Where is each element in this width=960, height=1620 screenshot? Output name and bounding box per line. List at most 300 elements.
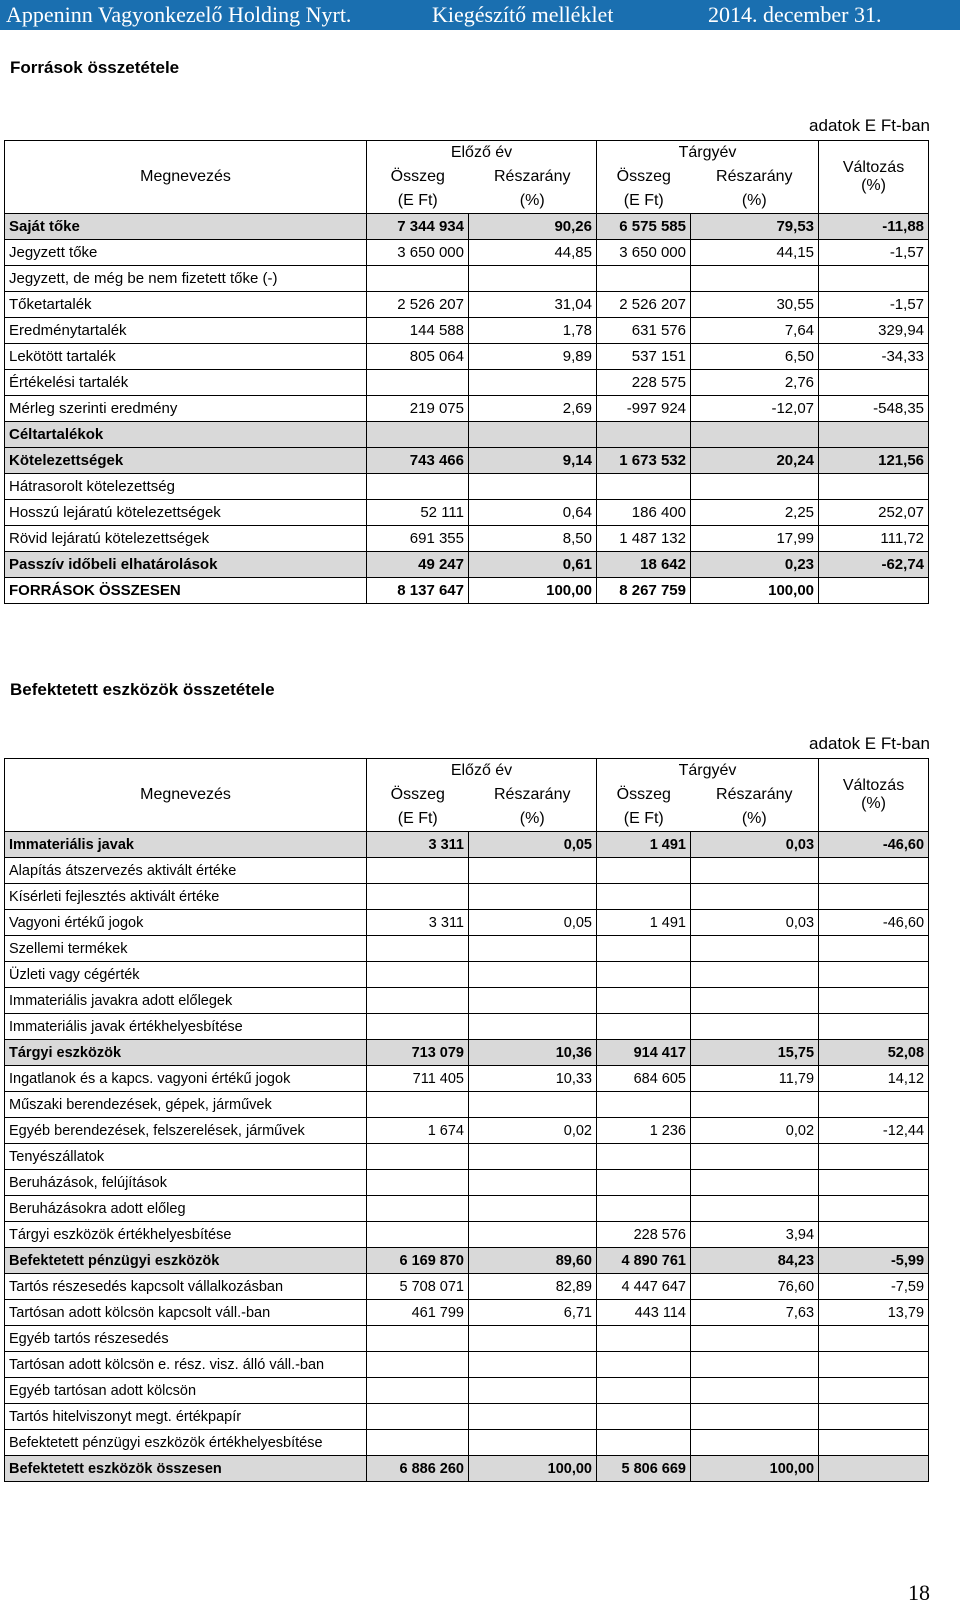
change-cell: -1,57 xyxy=(819,240,929,266)
prev-share-cell: 6,71 xyxy=(469,1300,597,1326)
prev-sum-cell xyxy=(367,266,469,292)
curr-share-cell xyxy=(691,936,819,962)
row-label: Tartós hitelviszonyt megt. értékpapír xyxy=(5,1404,367,1430)
curr-share-cell: 2,76 xyxy=(691,370,819,396)
prev-share-cell: 0,02 xyxy=(469,1118,597,1144)
row-label: Eredménytartalék xyxy=(5,318,367,344)
change-cell: -46,60 xyxy=(819,832,929,858)
prev-sum-cell: 8 137 647 xyxy=(367,578,469,604)
curr-sum-cell xyxy=(597,988,691,1014)
change-cell: 329,94 xyxy=(819,318,929,344)
table-row xyxy=(5,1066,929,1092)
curr-share-cell: 100,00 xyxy=(691,1456,819,1482)
table-row xyxy=(5,578,929,604)
prev-share-cell xyxy=(469,1326,597,1352)
prev-sum-header: Összeg xyxy=(367,783,469,807)
curr-sum-cell: 1 673 532 xyxy=(597,448,691,474)
curr-sum-cell xyxy=(597,884,691,910)
curr-share-cell: 100,00 xyxy=(691,578,819,604)
curr-sum-cell: 537 151 xyxy=(597,344,691,370)
row-label: Saját tőke xyxy=(5,214,367,240)
row-label: Lekötött tartalék xyxy=(5,344,367,370)
row-label: Mérleg szerinti eredmény xyxy=(5,396,367,422)
prev-sum-cell: 711 405 xyxy=(367,1066,469,1092)
prev-sum-cell: 461 799 xyxy=(367,1300,469,1326)
prev-sum-cell: 6 886 260 xyxy=(367,1456,469,1482)
prev-share-cell xyxy=(469,370,597,396)
prev-share-cell: 89,60 xyxy=(469,1248,597,1274)
prev-sum-cell xyxy=(367,1430,469,1456)
prev-sum-unit: (E Ft) xyxy=(367,807,469,832)
curr-sum-cell: -997 924 xyxy=(597,396,691,422)
row-label: Rövid lejáratú kötelezettségek xyxy=(5,526,367,552)
prev-share-cell xyxy=(469,1170,597,1196)
curr-sum-header: Összeg xyxy=(597,165,691,189)
sources-title: Források összetétele xyxy=(10,58,180,77)
curr-sum-cell: 186 400 xyxy=(597,500,691,526)
change-cell xyxy=(819,1170,929,1196)
assets-title: Befektetett eszközök összetétele xyxy=(10,680,275,699)
row-label: Értékelési tartalék xyxy=(5,370,367,396)
curr-share-cell xyxy=(691,422,819,448)
table-row xyxy=(5,1118,929,1144)
curr-share-cell: 76,60 xyxy=(691,1274,819,1300)
prev-sum-header: Összeg xyxy=(367,165,469,189)
table-row xyxy=(5,1404,929,1430)
curr-sum-cell xyxy=(597,1404,691,1430)
change-cell: 14,12 xyxy=(819,1066,929,1092)
curr-sum-unit: (E Ft) xyxy=(597,189,691,214)
curr-share-cell xyxy=(691,1014,819,1040)
curr-sum-cell: 2 526 207 xyxy=(597,292,691,318)
prev-share-cell xyxy=(469,1196,597,1222)
change-cell xyxy=(819,988,929,1014)
curr-sum-cell: 1 491 xyxy=(597,832,691,858)
curr-share-cell xyxy=(691,962,819,988)
row-label: Hosszú lejáratú kötelezettségek xyxy=(5,500,367,526)
prev-share-cell xyxy=(469,858,597,884)
col-name-header: Megnevezés xyxy=(5,759,367,832)
curr-share-cell xyxy=(691,1430,819,1456)
prev-sum-cell xyxy=(367,1404,469,1430)
prev-share-cell: 0,61 xyxy=(469,552,597,578)
curr-sum-cell xyxy=(597,1430,691,1456)
curr-sum-cell: 5 806 669 xyxy=(597,1456,691,1482)
header-row xyxy=(5,759,929,784)
curr-sum-cell: 8 267 759 xyxy=(597,578,691,604)
table-row xyxy=(5,292,929,318)
prev-sum-cell xyxy=(367,370,469,396)
change-cell: 13,79 xyxy=(819,1300,929,1326)
prev-share-cell: 90,26 xyxy=(469,214,597,240)
table-row xyxy=(5,214,929,240)
row-label: Kísérleti fejlesztés aktivált értéke xyxy=(5,884,367,910)
prev-sum-cell: 219 075 xyxy=(367,396,469,422)
curr-share-cell: 30,55 xyxy=(691,292,819,318)
assets-units: adatok E Ft-ban xyxy=(809,734,930,753)
curr-sum-cell xyxy=(597,1092,691,1118)
change-cell xyxy=(819,1378,929,1404)
change-cell xyxy=(819,1014,929,1040)
table-row xyxy=(5,370,929,396)
curr-share-cell xyxy=(691,266,819,292)
table-row xyxy=(5,1456,929,1482)
table-row xyxy=(5,1430,929,1456)
prev-share-cell: 8,50 xyxy=(469,526,597,552)
table-row xyxy=(5,240,929,266)
table-row xyxy=(5,1248,929,1274)
prev-sum-cell xyxy=(367,1222,469,1248)
table-row xyxy=(5,1170,929,1196)
company-name: Appeninn Vagyonkezelő Holding Nyrt. xyxy=(6,2,352,27)
curr-share-cell xyxy=(691,858,819,884)
change-cell xyxy=(819,578,929,604)
row-label: Tartósan adott kölcsön kapcsolt váll.-ban xyxy=(5,1300,367,1326)
curr-sum-cell xyxy=(597,1326,691,1352)
row-label: Kötelezettségek xyxy=(5,448,367,474)
curr-sum-unit: (E Ft) xyxy=(597,807,691,832)
prev-sum-cell xyxy=(367,962,469,988)
prev-share-cell xyxy=(469,936,597,962)
row-label: Beruházások, felújítások xyxy=(5,1170,367,1196)
col-name-header: Megnevezés xyxy=(5,141,367,214)
prev-sum-cell: 691 355 xyxy=(367,526,469,552)
curr-share-cell: 11,79 xyxy=(691,1066,819,1092)
prev-share-cell xyxy=(469,1092,597,1118)
change-cell xyxy=(819,1326,929,1352)
page-header xyxy=(0,0,960,30)
prev-sum-cell: 2 526 207 xyxy=(367,292,469,318)
page-number: 18 xyxy=(908,1580,930,1605)
change-unit: (%) xyxy=(861,177,886,194)
prev-sum-cell xyxy=(367,1014,469,1040)
change-cell xyxy=(819,1404,929,1430)
prev-share-cell xyxy=(469,962,597,988)
curr-sum-cell xyxy=(597,1378,691,1404)
curr-share-cell: 17,99 xyxy=(691,526,819,552)
curr-share-cell xyxy=(691,1144,819,1170)
change-cell xyxy=(819,884,929,910)
row-label: Jegyzett tőke xyxy=(5,240,367,266)
row-label: Tartós részesedés kapcsolt vállalkozásban xyxy=(5,1274,367,1300)
assets-table-body xyxy=(5,759,929,1482)
row-label: Szellemi termékek xyxy=(5,936,367,962)
change-unit: (%) xyxy=(861,795,886,812)
curr-share-cell: 84,23 xyxy=(691,1248,819,1274)
prev-share-unit: (%) xyxy=(469,189,597,214)
change-cell: -11,88 xyxy=(819,214,929,240)
curr-sum-cell xyxy=(597,1014,691,1040)
table-row xyxy=(5,344,929,370)
table-row xyxy=(5,1326,929,1352)
table-row xyxy=(5,448,929,474)
prev-sum-cell xyxy=(367,422,469,448)
curr-share-cell xyxy=(691,474,819,500)
prev-sum-cell: 743 466 xyxy=(367,448,469,474)
row-label: Céltartalékok xyxy=(5,422,367,448)
curr-sum-cell xyxy=(597,474,691,500)
curr-share-cell: 7,63 xyxy=(691,1300,819,1326)
prev-sum-cell: 3 311 xyxy=(367,832,469,858)
curr-sum-header: Összeg xyxy=(597,783,691,807)
prev-sum-cell xyxy=(367,1170,469,1196)
table-row xyxy=(5,266,929,292)
prev-share-cell: 100,00 xyxy=(469,1456,597,1482)
curr-sum-cell: 631 576 xyxy=(597,318,691,344)
row-label: Tenyészállatok xyxy=(5,1144,367,1170)
change-cell xyxy=(819,1144,929,1170)
curr-share-cell xyxy=(691,988,819,1014)
change-cell xyxy=(819,474,929,500)
curr-share-cell xyxy=(691,1326,819,1352)
change-label: Változás xyxy=(842,159,905,176)
prev-sum-cell: 3 311 xyxy=(367,910,469,936)
prev-sum-cell xyxy=(367,1196,469,1222)
curr-share-cell: 0,23 xyxy=(691,552,819,578)
curr-share-cell: 2,25 xyxy=(691,500,819,526)
row-label: Beruházásokra adott előleg xyxy=(5,1196,367,1222)
document-name: Kiegészítő melléklet xyxy=(432,2,614,27)
curr-share-cell xyxy=(691,1170,819,1196)
prev-share-cell xyxy=(469,884,597,910)
prev-sum-cell xyxy=(367,1092,469,1118)
table-row xyxy=(5,1378,929,1404)
curr-sum-cell: 1 487 132 xyxy=(597,526,691,552)
curr-sum-cell xyxy=(597,266,691,292)
table-row xyxy=(5,910,929,936)
prev-sum-cell xyxy=(367,1378,469,1404)
table-row xyxy=(5,1274,929,1300)
table-row xyxy=(5,884,929,910)
row-label: Befektetett pénzügyi eszközök xyxy=(5,1248,367,1274)
curr-sum-cell: 18 642 xyxy=(597,552,691,578)
prev-sum-cell: 5 708 071 xyxy=(367,1274,469,1300)
row-label: FORRÁSOK ÖSSZESEN xyxy=(5,578,367,604)
prev-share-cell: 9,14 xyxy=(469,448,597,474)
prev-sum-cell: 144 588 xyxy=(367,318,469,344)
curr-share-unit: (%) xyxy=(691,189,819,214)
row-label: Immateriális javak xyxy=(5,832,367,858)
curr-sum-cell: 4 447 647 xyxy=(597,1274,691,1300)
col-prev-year-header: Előző év xyxy=(367,759,597,784)
row-label: Egyéb berendezések, felszerelések, járművek xyxy=(5,1118,367,1144)
col-change-header xyxy=(819,141,929,214)
curr-share-cell: 44,15 xyxy=(691,240,819,266)
row-label: Tárgyi eszközök xyxy=(5,1040,367,1066)
change-cell xyxy=(819,1456,929,1482)
curr-share-cell: 7,64 xyxy=(691,318,819,344)
prev-share-cell xyxy=(469,474,597,500)
prev-sum-unit: (E Ft) xyxy=(367,189,469,214)
prev-share-cell: 9,89 xyxy=(469,344,597,370)
change-label: Változás xyxy=(842,777,905,794)
row-label: Tartósan adott kölcsön e. rész. visz. álló váll.-ban xyxy=(5,1352,367,1378)
table-row xyxy=(5,1092,929,1118)
row-label: Egyéb tartós részesedés xyxy=(5,1326,367,1352)
prev-share-cell: 10,33 xyxy=(469,1066,597,1092)
table-row xyxy=(5,552,929,578)
prev-share-cell xyxy=(469,1378,597,1404)
prev-sum-cell: 805 064 xyxy=(367,344,469,370)
prev-share-header: Részarány xyxy=(469,165,597,189)
change-cell: -7,59 xyxy=(819,1274,929,1300)
row-label: Műszaki berendezések, gépek, járművek xyxy=(5,1092,367,1118)
change-cell xyxy=(819,266,929,292)
curr-share-cell: 0,03 xyxy=(691,910,819,936)
table-row xyxy=(5,318,929,344)
prev-share-cell: 44,85 xyxy=(469,240,597,266)
change-cell: 121,56 xyxy=(819,448,929,474)
prev-share-cell: 100,00 xyxy=(469,578,597,604)
curr-share-cell xyxy=(691,1196,819,1222)
row-label: Hátrasorolt kötelezettség xyxy=(5,474,367,500)
table-row xyxy=(5,1040,929,1066)
prev-sum-cell: 7 344 934 xyxy=(367,214,469,240)
header-row xyxy=(5,141,929,166)
curr-sum-cell xyxy=(597,1144,691,1170)
curr-share-cell: 79,53 xyxy=(691,214,819,240)
col-prev-year-header: Előző év xyxy=(367,141,597,166)
prev-share-cell: 2,69 xyxy=(469,396,597,422)
table-row xyxy=(5,500,929,526)
change-cell: 111,72 xyxy=(819,526,929,552)
curr-sum-cell: 228 576 xyxy=(597,1222,691,1248)
col-curr-year-header: Tárgyév xyxy=(597,141,819,166)
table-row xyxy=(5,396,929,422)
table-row xyxy=(5,1300,929,1326)
prev-share-cell xyxy=(469,1014,597,1040)
prev-share-cell xyxy=(469,1144,597,1170)
row-label: Egyéb tartósan adott kölcsön xyxy=(5,1378,367,1404)
curr-sum-cell: 228 575 xyxy=(597,370,691,396)
change-cell: -548,35 xyxy=(819,396,929,422)
change-cell xyxy=(819,1092,929,1118)
prev-share-cell: 0,64 xyxy=(469,500,597,526)
prev-sum-cell: 52 111 xyxy=(367,500,469,526)
prev-sum-cell xyxy=(367,884,469,910)
change-cell: -46,60 xyxy=(819,910,929,936)
row-label: Jegyzett, de még be nem fizetett tőke (-) xyxy=(5,266,367,292)
prev-share-cell xyxy=(469,1222,597,1248)
prev-sum-cell xyxy=(367,988,469,1014)
curr-share-cell: 6,50 xyxy=(691,344,819,370)
curr-share-cell xyxy=(691,1092,819,1118)
curr-share-cell xyxy=(691,1378,819,1404)
row-label: Üzleti vagy cégérték xyxy=(5,962,367,988)
prev-share-cell: 82,89 xyxy=(469,1274,597,1300)
row-label: Passzív időbeli elhatárolások xyxy=(5,552,367,578)
table-row xyxy=(5,1196,929,1222)
curr-share-unit: (%) xyxy=(691,807,819,832)
table-row xyxy=(5,988,929,1014)
row-label: Immateriális javak értékhelyesbítése xyxy=(5,1014,367,1040)
change-cell xyxy=(819,422,929,448)
table-row xyxy=(5,1014,929,1040)
prev-sum-cell: 3 650 000 xyxy=(367,240,469,266)
curr-sum-cell: 3 650 000 xyxy=(597,240,691,266)
table-row xyxy=(5,474,929,500)
prev-share-cell xyxy=(469,266,597,292)
prev-share-unit: (%) xyxy=(469,807,597,832)
prev-share-header: Részarány xyxy=(469,783,597,807)
curr-share-cell xyxy=(691,884,819,910)
curr-share-cell: 0,02 xyxy=(691,1118,819,1144)
curr-sum-cell: 443 114 xyxy=(597,1300,691,1326)
prev-share-cell xyxy=(469,422,597,448)
curr-sum-cell xyxy=(597,962,691,988)
row-label: Befektetett eszközök összesen xyxy=(5,1456,367,1482)
change-cell: -62,74 xyxy=(819,552,929,578)
change-cell: -12,44 xyxy=(819,1118,929,1144)
curr-sum-cell xyxy=(597,858,691,884)
curr-sum-cell xyxy=(597,936,691,962)
prev-share-cell xyxy=(469,1430,597,1456)
row-label: Befektetett pénzügyi eszközök értékhelyesbítése xyxy=(5,1430,367,1456)
sources-units: adatok E Ft-ban xyxy=(809,116,930,135)
row-label: Ingatlanok és a kapcs. vagyoni értékű jogok xyxy=(5,1066,367,1092)
curr-share-cell xyxy=(691,1404,819,1430)
change-cell: -1,57 xyxy=(819,292,929,318)
curr-sum-cell: 4 890 761 xyxy=(597,1248,691,1274)
curr-share-cell: 20,24 xyxy=(691,448,819,474)
row-label: Alapítás átszervezés aktivált értéke xyxy=(5,858,367,884)
col-change-header xyxy=(819,759,929,832)
curr-share-header: Részarány xyxy=(691,165,819,189)
prev-share-cell: 31,04 xyxy=(469,292,597,318)
curr-sum-cell xyxy=(597,1352,691,1378)
prev-sum-cell xyxy=(367,1352,469,1378)
row-label: Vagyoni értékű jogok xyxy=(5,910,367,936)
report-date: 2014. december 31. xyxy=(708,2,882,27)
row-label: Tárgyi eszközök értékhelyesbítése xyxy=(5,1222,367,1248)
table-row xyxy=(5,526,929,552)
prev-share-cell: 0,05 xyxy=(469,832,597,858)
table-row xyxy=(5,422,929,448)
change-cell xyxy=(819,370,929,396)
prev-share-cell: 1,78 xyxy=(469,318,597,344)
table-row xyxy=(5,962,929,988)
table-row xyxy=(5,1352,929,1378)
change-cell xyxy=(819,1352,929,1378)
prev-share-cell xyxy=(469,1404,597,1430)
assets-table xyxy=(4,758,929,1482)
curr-sum-cell: 1 236 xyxy=(597,1118,691,1144)
curr-sum-cell: 684 605 xyxy=(597,1066,691,1092)
sources-table-body xyxy=(5,141,929,604)
prev-sum-cell xyxy=(367,1144,469,1170)
col-curr-year-header: Tárgyév xyxy=(597,759,819,784)
sources-table xyxy=(4,140,929,604)
change-cell xyxy=(819,1222,929,1248)
table-row xyxy=(5,832,929,858)
curr-share-header: Részarány xyxy=(691,783,819,807)
row-label: Tőketartalék xyxy=(5,292,367,318)
curr-sum-cell xyxy=(597,1196,691,1222)
prev-sum-cell: 6 169 870 xyxy=(367,1248,469,1274)
curr-sum-cell: 6 575 585 xyxy=(597,214,691,240)
prev-sum-cell: 1 674 xyxy=(367,1118,469,1144)
row-label: Immateriális javakra adott előlegek xyxy=(5,988,367,1014)
change-cell: -5,99 xyxy=(819,1248,929,1274)
prev-share-cell xyxy=(469,1352,597,1378)
prev-sum-cell xyxy=(367,936,469,962)
curr-sum-cell: 1 491 xyxy=(597,910,691,936)
prev-sum-cell xyxy=(367,1326,469,1352)
curr-share-cell: 3,94 xyxy=(691,1222,819,1248)
curr-share-cell xyxy=(691,1352,819,1378)
change-cell xyxy=(819,962,929,988)
curr-share-cell: 0,03 xyxy=(691,832,819,858)
